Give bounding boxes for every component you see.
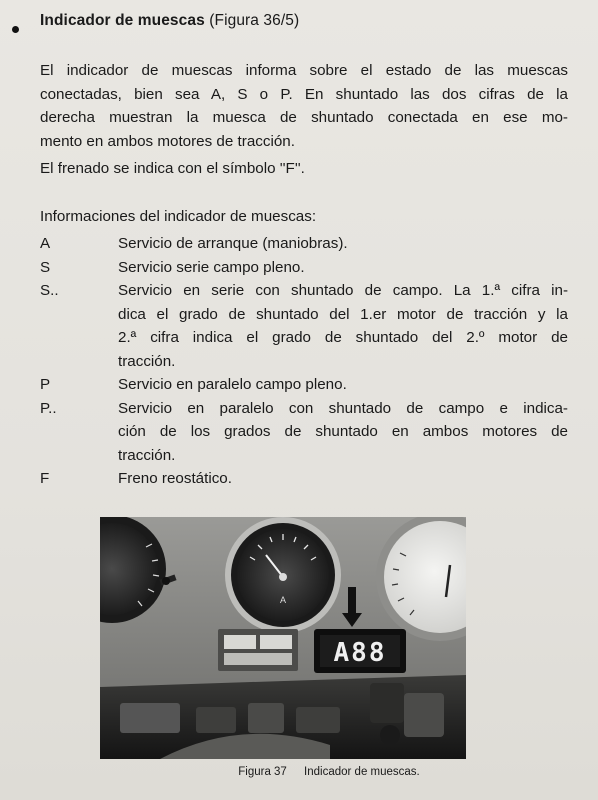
legend-row-p-shunt xyxy=(40,397,568,468)
legend-description xyxy=(118,232,568,256)
dashboard-illustration xyxy=(100,517,466,759)
legend-line: 2.ª cifra indica el grado de shuntado del 2.º motor de xyxy=(118,329,568,346)
legend-line: Servicio de arranque (maniobras). xyxy=(118,235,348,252)
intro-line: El indicador de muescas informa sobre el estado de las muescas xyxy=(40,62,568,79)
legend-code: A xyxy=(40,235,51,252)
legend-line: Servicio serie campo pleno. xyxy=(118,258,305,276)
legend-code: S xyxy=(40,258,51,276)
legend-description xyxy=(118,256,568,280)
section-heading-title: Indicador de muescas xyxy=(40,12,205,29)
brake-note: El frenado se indica con el símbolo ''F''. xyxy=(40,160,305,177)
legend-row-a xyxy=(40,232,568,256)
legend-code: P xyxy=(40,376,51,393)
gauge-unit-label: A xyxy=(279,595,287,605)
legend-code: S.. xyxy=(40,282,59,299)
legend-row-p xyxy=(40,373,568,397)
legend-line: ción de los grados de shuntado en ambos motores de xyxy=(118,423,568,440)
intro-line: mento en ambos motores de tracción. xyxy=(40,132,295,150)
intro-line: conectadas, bien sea A, S o P. En shuntado las dos cifras de la xyxy=(40,85,568,103)
figure-number: Figura 37 xyxy=(238,766,287,778)
figure-title: Indicador de muescas. xyxy=(304,766,420,778)
legend-description xyxy=(118,397,568,468)
legend-line: tracción. xyxy=(118,352,176,370)
central-gauge xyxy=(225,517,341,633)
intro-line: derecha muestran la muesca de shuntado conectada en ese mo- xyxy=(40,109,568,126)
section-heading xyxy=(40,12,299,30)
legend-title: Informaciones del indicador de muescas: xyxy=(40,208,317,225)
legend-code: F xyxy=(40,470,50,487)
legend-line: Freno reostático. xyxy=(118,470,232,487)
legend-row-s-shunt xyxy=(40,279,568,373)
figure-caption xyxy=(0,766,598,778)
dashboard-photo xyxy=(100,517,466,759)
legend-line: Servicio en serie con shuntado de campo. La 1.ª cifra in- xyxy=(118,282,568,299)
notch-indicator-display xyxy=(314,629,406,673)
legend-code: P.. xyxy=(40,399,57,417)
intro-paragraph xyxy=(40,59,568,153)
legend-description xyxy=(118,279,568,373)
notch-readout: A88 xyxy=(333,638,387,668)
legend-row-s xyxy=(40,256,568,280)
bullet-marker xyxy=(12,26,19,33)
legend-row-f xyxy=(40,467,568,491)
legend-line: Servicio en paralelo campo pleno. xyxy=(118,376,347,393)
section-heading-ref: (Figura 36/5) xyxy=(209,12,300,29)
meter-box xyxy=(218,629,298,671)
control-desk xyxy=(100,675,466,759)
legend-line: dica el grado de shuntado del 1.er motor de tracción y la xyxy=(118,305,568,323)
legend-list xyxy=(40,232,568,491)
legend-line: tracción. xyxy=(118,446,176,464)
legend-line: Servicio en paralelo con shuntado de campo e indica- xyxy=(118,399,568,417)
legend-description xyxy=(118,373,568,397)
legend-description xyxy=(118,467,568,491)
